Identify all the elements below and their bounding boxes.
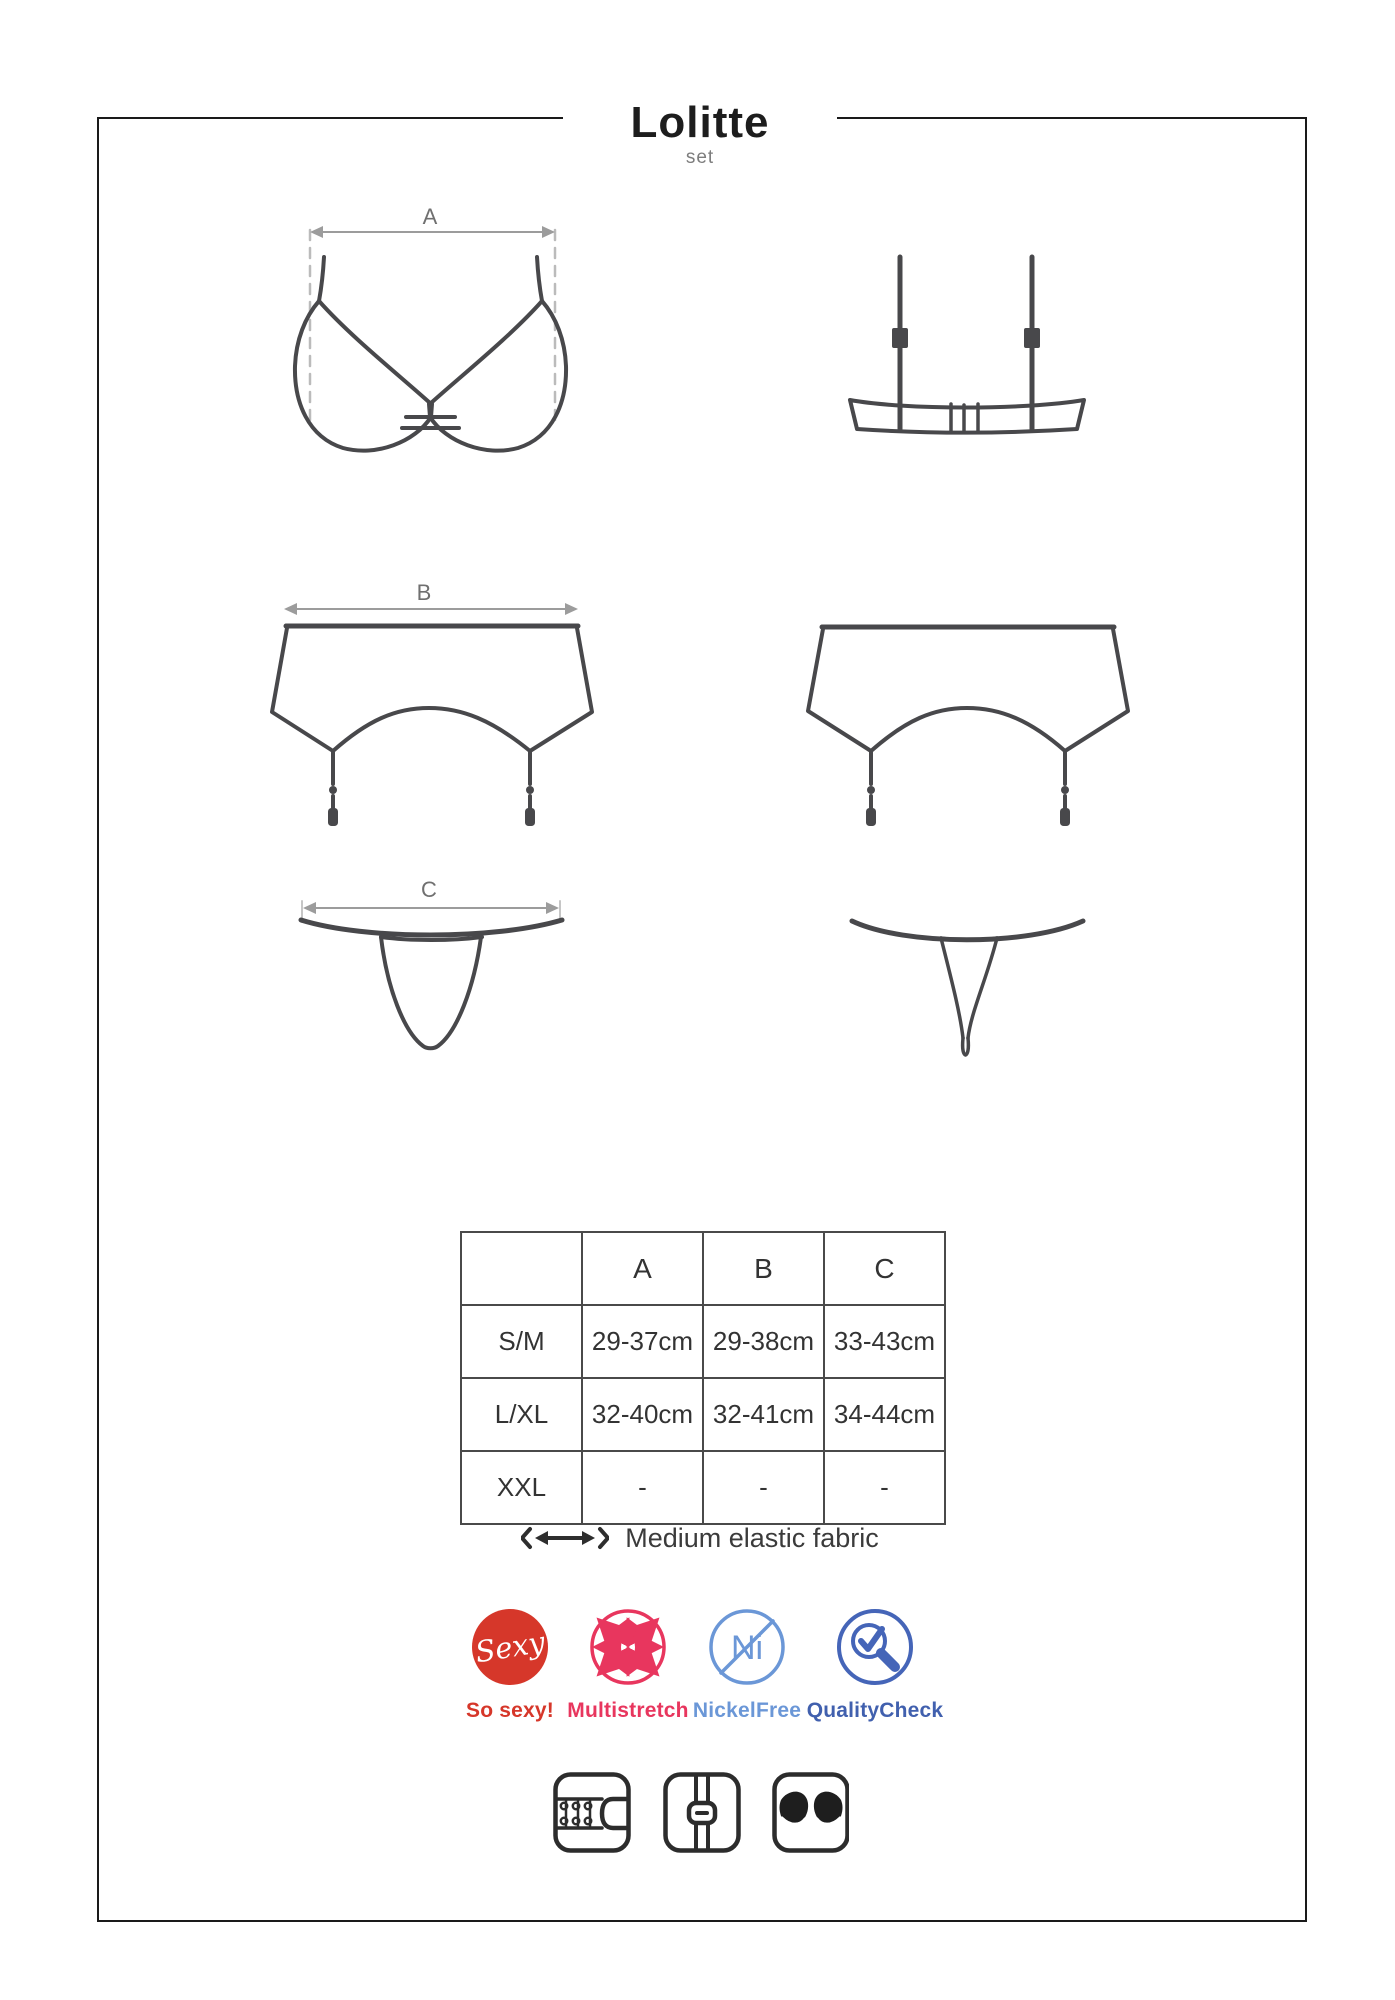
dimension-c-arrow <box>303 902 559 914</box>
title-block <box>563 56 837 172</box>
dimension-b-label: B <box>416 580 432 605</box>
garter-clip <box>525 808 535 826</box>
size-value: 32-41cm <box>703 1378 824 1451</box>
strap-slider <box>892 328 908 348</box>
quality-check-icon <box>834 1606 916 1688</box>
bra-front-drawing <box>295 204 566 451</box>
bra-back-drawing <box>850 257 1084 433</box>
size-label: XXL <box>461 1451 582 1524</box>
size-value: 29-37cm <box>582 1305 703 1378</box>
size-value: 29-38cm <box>703 1305 824 1378</box>
fabric-note-text: Medium elastic fabric <box>625 1522 879 1553</box>
column-header-c: C <box>824 1232 945 1305</box>
size-value: - <box>824 1451 945 1524</box>
feature-icons <box>553 1772 849 1854</box>
double-arrow-stretch-icon <box>521 1524 609 1552</box>
size-value: 34-44cm <box>824 1378 945 1451</box>
size-value: - <box>582 1451 703 1524</box>
fabric-note <box>430 1520 970 1556</box>
sexy-icon-text: Sexy <box>472 1624 548 1670</box>
dimension-c-label: C <box>421 877 437 902</box>
nickel-icon-text: Ni <box>730 1629 764 1667</box>
garter-clip <box>328 808 338 826</box>
table-row <box>461 1305 945 1378</box>
column-header-a: A <box>582 1232 703 1305</box>
size-value: 33-43cm <box>824 1305 945 1378</box>
size-label: L/XL <box>461 1378 582 1451</box>
size-table <box>460 1231 946 1525</box>
table-corner-cell <box>461 1232 582 1305</box>
dimension-a-label: A <box>422 204 438 229</box>
garter-front-drawing <box>272 580 592 826</box>
thong-back-drawing <box>852 921 1083 1055</box>
strap-slider <box>1024 328 1040 348</box>
badge-label: NickelFree <box>692 1699 802 1722</box>
nickel-free-icon <box>706 1606 788 1688</box>
page-subtitle: set <box>685 147 715 168</box>
table-row <box>461 1451 945 1524</box>
table-header-row <box>461 1232 945 1305</box>
badge-label: Multistretch <box>567 1699 689 1722</box>
badge-quality-check <box>785 1606 965 1723</box>
adjustable-strap-icon <box>666 1775 739 1851</box>
page-title: Lolitte <box>630 98 770 147</box>
size-value: - <box>703 1451 824 1524</box>
garter-clip <box>866 808 876 826</box>
column-header-b: B <box>703 1232 824 1305</box>
thong-front-drawing <box>301 877 562 1048</box>
badge-label: QualityCheck <box>806 1699 944 1722</box>
hook-and-eye-closure-icon <box>556 1775 629 1851</box>
size-value: 32-40cm <box>582 1378 703 1451</box>
size-label: S/M <box>461 1305 582 1378</box>
table-row <box>461 1378 945 1451</box>
bra-cups-icon <box>775 1775 848 1851</box>
garter-back-drawing <box>808 627 1128 826</box>
badge-label: So sexy! <box>466 1699 554 1722</box>
garter-clip <box>1060 808 1070 826</box>
